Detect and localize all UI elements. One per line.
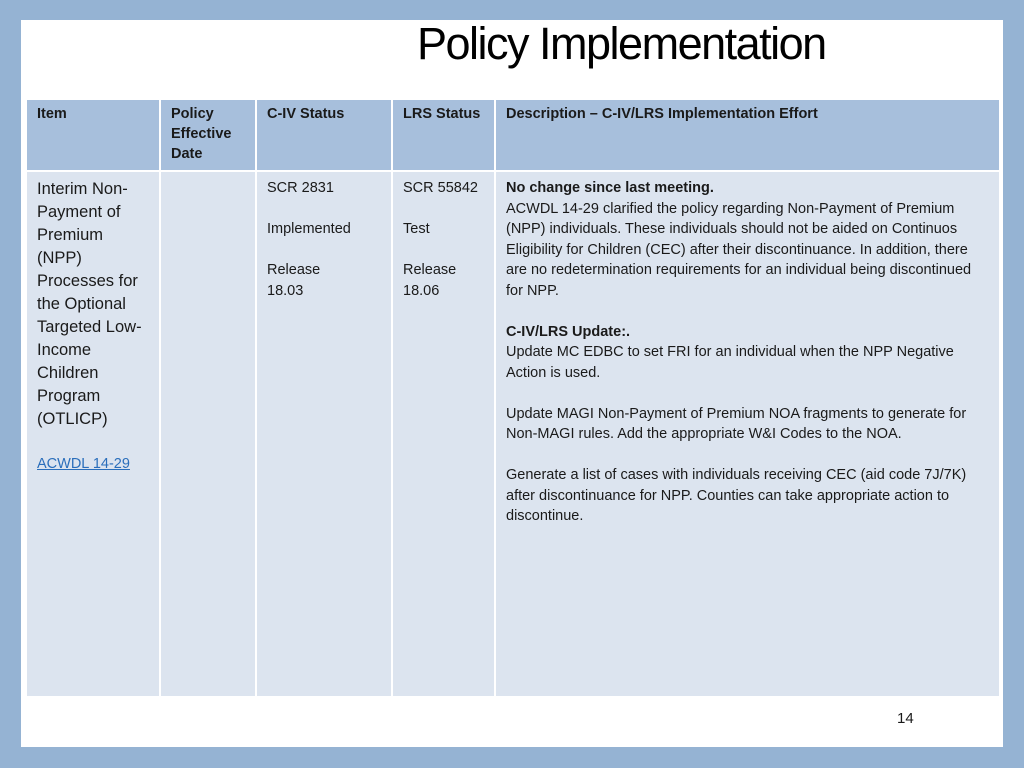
header-description: Description – C-IV/LRS Implementation Effort — [495, 99, 1000, 171]
civ-release-number: 18.03 — [267, 282, 304, 299]
policy-table — [25, 98, 1001, 698]
description-para-3: Update MAGI Non-Payment of Premium NOA fragments to generate for Non-MAGI rules. Add the appropriate W&I Codes to the NOA. — [506, 405, 967, 442]
item-cell — [26, 171, 160, 697]
civ-release-label: Release — [267, 262, 321, 278]
description-para-1: ACWDL 14-29 clarified the policy regarding Non-Payment of Premium (NPP) individuals. These individuals should not be aided on Continuos Eligibility for Children (CEC) after their discontinuance. In addition, there are no redetermination requirements for an individual being discontinued for NPP. — [506, 200, 972, 299]
civ-status: Implemented — [267, 221, 351, 237]
policy-effective-date-cell — [160, 171, 256, 697]
table-header-row — [26, 99, 1000, 171]
lrs-release-label: Release — [403, 262, 457, 278]
page-title: Policy Implementation — [417, 18, 826, 69]
page-number: 14 — [897, 710, 914, 727]
description-para-4: Generate a list of cases with individuals receiving CEC (aid code 7J/7K) after discontinuance for NPP. Counties can take appropriate action to discontinue. — [506, 467, 967, 524]
civ-scr: SCR 2831 — [267, 180, 334, 196]
civ-status-cell — [256, 171, 392, 697]
description-heading-2: C-IV/LRS Update:. — [506, 323, 631, 340]
description-para-2: Update MC EDBC to set FRI for an individual when the NPP Negative Action is used. — [506, 344, 954, 381]
description-heading-1: No change since last meeting. — [506, 180, 714, 196]
table-row — [26, 171, 1000, 697]
slide — [21, 20, 1003, 747]
lrs-scr: SCR 55842 — [403, 180, 478, 196]
header-item: Item — [26, 99, 160, 171]
lrs-status: Test — [403, 221, 430, 237]
acwdl-link[interactable]: ACWDL 14-29 — [37, 455, 130, 472]
lrs-release-number: 18.06 — [403, 282, 440, 299]
lrs-status-cell — [392, 171, 495, 697]
description-cell — [495, 171, 1000, 697]
item-text: Interim Non-Payment of Premium (NPP) Processes for the Optional Targeted Low-Income Children Program (OTLICP) — [37, 180, 142, 428]
header-lrs-status: LRS Status — [392, 99, 495, 171]
header-civ-status: C-IV Status — [256, 99, 392, 171]
header-policy-effective-date: Policy Effective Date — [160, 99, 256, 171]
